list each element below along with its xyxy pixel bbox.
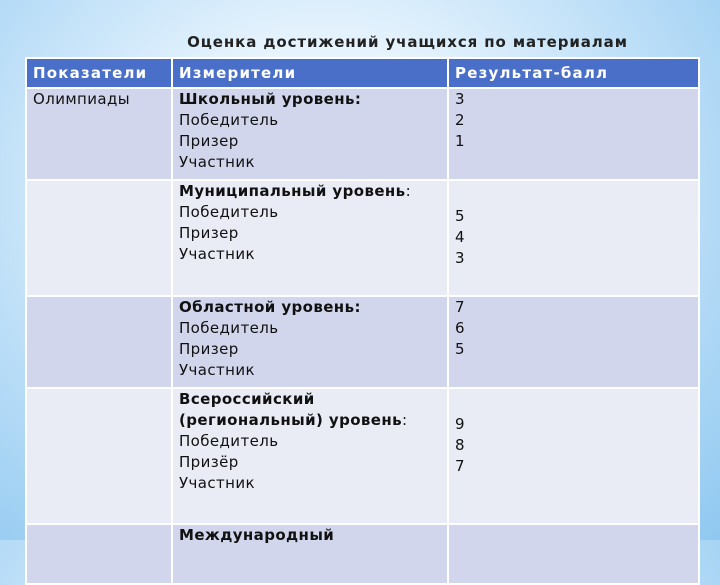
level-label: Муниципальный уровень: bbox=[179, 182, 412, 200]
indicator-cell bbox=[26, 388, 172, 524]
score-value: 2 bbox=[455, 111, 465, 129]
indicator-cell bbox=[26, 524, 172, 584]
score-cell bbox=[448, 296, 699, 388]
table-row bbox=[26, 296, 699, 388]
indicator-cell bbox=[26, 180, 172, 296]
table-header-row bbox=[26, 58, 699, 88]
level-label: Международный bbox=[179, 526, 335, 544]
measures-cell bbox=[172, 524, 448, 584]
measures-cell bbox=[172, 296, 448, 388]
list-item: Участник bbox=[179, 153, 255, 171]
indicator-cell bbox=[26, 296, 172, 388]
achievements-table bbox=[25, 57, 700, 585]
column-header-measures: Измерители bbox=[172, 58, 448, 88]
score-cell bbox=[448, 388, 699, 524]
score-value: 5 bbox=[455, 340, 465, 358]
table-row bbox=[26, 88, 699, 180]
score-cell bbox=[448, 88, 699, 180]
score-value: 4 bbox=[455, 228, 465, 246]
score-value: 7 bbox=[455, 457, 465, 475]
column-header-indicators: Показатели bbox=[26, 58, 172, 88]
list-item: Призер bbox=[179, 340, 239, 358]
list-item: Участник bbox=[179, 245, 255, 263]
indicator-cell: Олимпиады bbox=[26, 88, 172, 180]
table-row bbox=[26, 180, 699, 296]
score-cell bbox=[448, 180, 699, 296]
score-value: 6 bbox=[455, 319, 465, 337]
list-item: Победитель bbox=[179, 319, 279, 337]
score-value: 1 bbox=[455, 132, 465, 150]
page-title: Оценка достижений учащихся по материалам bbox=[187, 33, 628, 51]
list-item: Призёр bbox=[179, 453, 239, 471]
score-value: 3 bbox=[455, 249, 465, 267]
score-value: 3 bbox=[455, 90, 465, 108]
list-item: Призер bbox=[179, 224, 239, 242]
measures-cell bbox=[172, 388, 448, 524]
list-item: Призер bbox=[179, 132, 239, 150]
list-item: Победитель bbox=[179, 111, 279, 129]
level-label: Областной уровень: bbox=[179, 298, 361, 316]
table-row bbox=[26, 524, 699, 584]
score-value: 7 bbox=[455, 298, 465, 316]
measures-cell bbox=[172, 180, 448, 296]
column-header-score: Результат-балл bbox=[448, 58, 699, 88]
list-item: Победитель bbox=[179, 432, 279, 450]
score-value: 5 bbox=[455, 207, 465, 225]
level-label: Школьный уровень: bbox=[179, 90, 362, 108]
list-item: Победитель bbox=[179, 203, 279, 221]
list-item: Участник bbox=[179, 474, 255, 492]
list-item: Участник bbox=[179, 361, 255, 379]
measures-cell bbox=[172, 88, 448, 180]
score-cell bbox=[448, 524, 699, 584]
score-value: 9 bbox=[455, 415, 465, 433]
level-label: Всероссийский (региональный) уровень: bbox=[179, 390, 408, 429]
table-row bbox=[26, 388, 699, 524]
score-value: 8 bbox=[455, 436, 465, 454]
